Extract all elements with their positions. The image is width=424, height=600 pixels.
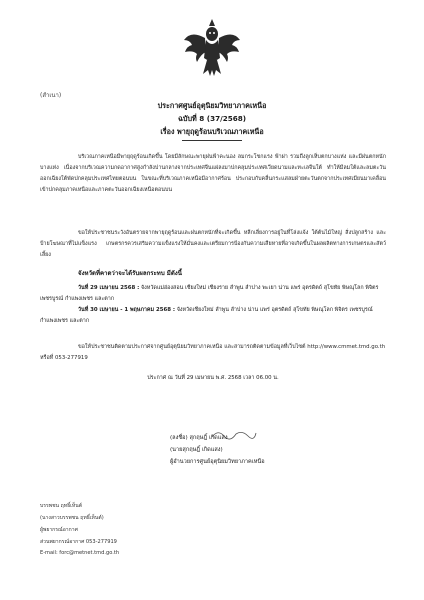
warning-paragraph: ขอให้ประชาชนระวังอันตรายจากพายุฤดูร้อนและฝนตกหนักที่จะเกิดขึ้น หลีกเลี่ยงการอยู่ในที่โล่งแจ้ง ใต้ต้นไม้ใหญ่ สิ่งปลูกสร้าง และป้ายโฆษณาที่ไม่แข็งแรง เกษตรกรควรเสริมความแข็งแรงให้มั่นคงและเตรียมการป้องกันความเสียหายที่อาจเกิดขึ้นในผลผลิตทางการเกษตรและสัตว์เลี้ยง	[40, 230, 386, 258]
affected-day-1	[40, 283, 386, 305]
footer-forecaster: บรรพชน ฤทธิ์เห็นต์	[40, 503, 83, 509]
footer-role: ผู้พยากรณ์อากาศ	[40, 527, 78, 533]
announcement-subject: เรื่อง พายุฤดูร้อนบริเวณภาคเหนือ	[160, 127, 264, 136]
announcement-title: ประกาศศูนย์อุตุนิยมวิทยาภาคเหนือ	[157, 101, 267, 110]
affected-day-1-date: วันที่ 29 เมษายน 2568 :	[78, 285, 140, 291]
footer-department-phone: ส่วนพยากรณ์อากาศ 053-277919	[40, 539, 117, 545]
affected-day-2-date: วันที่ 30 เมษายน - 1 พฤษภาคม 2568 :	[78, 307, 175, 313]
affected-day-2	[40, 305, 386, 327]
follow-up-paragraph: ขอให้ประชาชนติดตามประกาศจากศูนย์อุตุนิยมวิทยาภาคเหนือ และสามารถติดตามข้อมูลที่เว็บไซต์ http://www.cmmet.tmd.go.th หรือที่ 053-277919	[40, 344, 386, 361]
title-divider	[182, 140, 242, 141]
signature-line: (ลงชื่อ) สุกฤษฎิ์ เกิดแสง	[170, 435, 228, 441]
announcement-date: ประกาศ ณ วันที่ 29 เมษายน พ.ศ. 2568 เวลา 06.00 น.	[147, 375, 279, 381]
affected-areas-heading: จังหวัดที่คาดว่าจะได้รับผลกระทบ มีดังนี้	[78, 270, 182, 277]
copy-label: (สำเนา)	[40, 92, 62, 99]
affected-day-1-provinces: จังหวัดแม่ฮ่องสอน เชียงใหม่ เชียงราย ลำพูน ลำปาง พะเยา น่าน แพร่ อุตรดิตถ์ สุโขทัย พิษณุโลก พิจิตร เพชรบูรณ์ กำแพงเพชร และตาก	[40, 285, 379, 302]
footer-email: E-mail: forc@metnet.tmd.go.th	[40, 550, 120, 556]
affected-day-2-provinces: จังหวัดเชียงใหม่ ลำพูน ลำปาง น่าน แพร่ อุตรดิตถ์ สุโขทัย พิษณุโลก พิจิตร เพชรบูรณ์ กำแพงเพชร และตาก	[40, 307, 373, 324]
signer-position: ผู้อำนวยการศูนย์อุตุนิยมวิทยาภาคเหนือ	[170, 459, 265, 465]
situation-paragraph: บริเวณภาคเหนือมีพายุฤดูร้อนเกิดขึ้น โดยมีลักษณะพายุฝนฟ้าคะนอง ลมกระโชกแรง ฟ้าผ่า รวมถึงลูกเห็บตกบางแห่ง และมีฝนตกหนักบางแห่ง เนื่องจากบริเวณความกดอากาศสูงกำลังปานกลางจากประเทศจีนแผ่ลงมาปกคลุมประเทศเวียดนามและทะเลจีนใต้ ทำให้มีลมใต้และลมตะวันออกเฉียงใต้พัดปกคลุมประเทศไทยตอนบน ในขณะที่บริเวณภาคเหนือมีอากาศร้อน ประกอบกับคลื่นกระแสลมฝ่ายตะวันตกจากประเทศเมียนมาเคลื่อนเข้าปกคลุมภาคเหนือและภาคตะวันออกเฉียงเหนือตอนบน	[40, 154, 386, 193]
footer-forecaster-full-name: (นางสาวบรรพชน ฤทธิ์เห็นต์)	[40, 515, 104, 521]
signer-name: (นายสุกฤษฎิ์ เกิดแสง)	[170, 447, 223, 453]
announcement-issue: ฉบับที่ 8 (37/2568)	[178, 114, 246, 123]
garuda-emblem-icon	[181, 18, 243, 78]
